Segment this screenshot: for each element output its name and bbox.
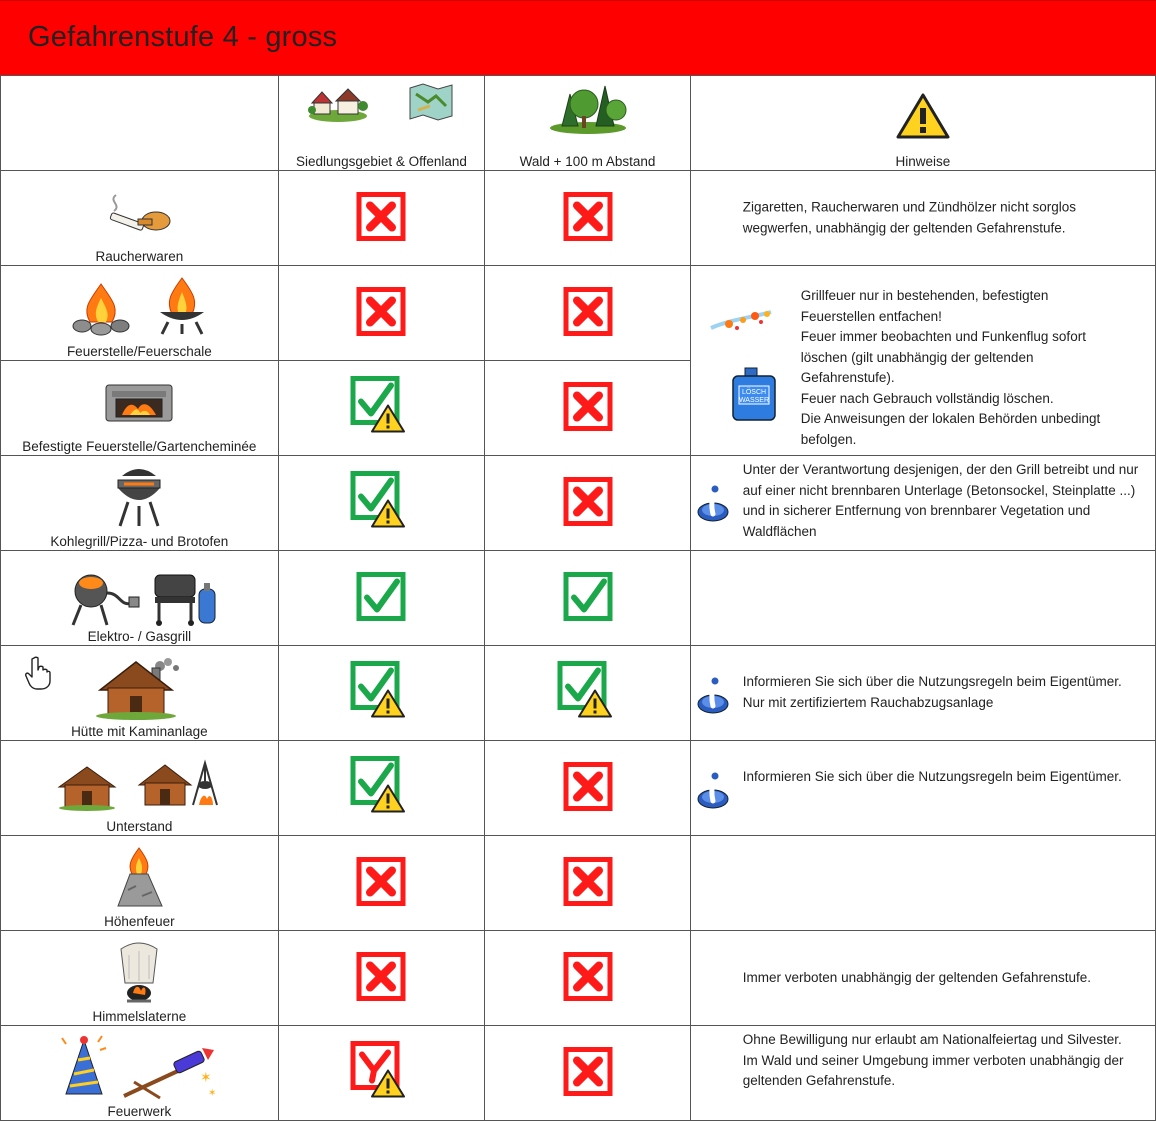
status-mark [356, 952, 406, 1005]
fireplace-icon [102, 381, 176, 425]
note-cell [690, 551, 1155, 646]
activity-label: Kohlegrill/Pizza- und Brotofen [50, 534, 229, 549]
status-mark [356, 857, 406, 910]
activity-cell [1, 361, 279, 456]
forbidden-mark-icon [563, 952, 613, 1002]
gas-grill-icon [151, 569, 217, 627]
header-notes [690, 76, 1155, 171]
kettle-grill-icon [114, 466, 164, 528]
conditional-mark-icon [350, 471, 412, 533]
merged-note-line: Feuerstellen entfachen! [800, 308, 942, 324]
forest-status-cell [485, 266, 691, 361]
forbidden-mark-icon [563, 192, 613, 242]
forbidden-mark-icon [563, 477, 613, 527]
info-icon [695, 484, 731, 524]
bonfire-icon [112, 846, 166, 910]
note-cell [690, 456, 1155, 551]
info-icon [695, 676, 731, 716]
activity-cell [1, 171, 279, 266]
rules-table [0, 75, 1156, 1121]
can-label-top: LÖSCH [741, 389, 766, 396]
forest-status-cell [485, 551, 691, 646]
merged-note-line: Grillfeuer nur in bestehenden, befestigten [800, 288, 1049, 303]
info-icon [695, 771, 731, 811]
sparks-icon [709, 306, 775, 336]
table-row [1, 931, 1156, 1026]
shelter-campfire-icon [137, 759, 221, 811]
header-forest [485, 76, 691, 171]
status-mark [356, 287, 406, 340]
settlement-status-cell [278, 551, 485, 646]
can-label-bottom: WASSER [738, 397, 769, 404]
merged-note-text [801, 286, 1141, 450]
forest-status-cell [485, 836, 691, 931]
status-mark [356, 572, 406, 625]
settlement-status-cell [278, 741, 485, 836]
activity-cell [1, 741, 279, 836]
activity-label: Hütte mit Kaminanlage [71, 724, 208, 739]
activity-label: Raucherwaren [95, 249, 184, 264]
forest-icon [548, 80, 628, 134]
forbidden-mark-icon [563, 857, 613, 907]
activity-cell [1, 1026, 279, 1121]
status-mark [563, 382, 613, 435]
campfire-icon [68, 280, 134, 336]
table-row [1, 741, 1156, 836]
svg-text:✶: ✶ [200, 1070, 213, 1086]
note-text: Informieren Sie sich über die Nutzungsregeln beim Eigentümer. [742, 769, 1122, 784]
status-mark [563, 857, 613, 910]
merged-note-line: befolgen. [800, 431, 857, 447]
status-mark [350, 471, 412, 536]
table-row [1, 646, 1156, 741]
header-settlement-label: Siedlungsgebiet & Offenland [296, 154, 467, 169]
activity-label: Unterstand [106, 819, 173, 834]
table-row [1, 836, 1156, 931]
merged-note-line: Gefahrenstufe). [800, 370, 895, 385]
settlement-status-cell [278, 1026, 485, 1121]
status-mark [557, 661, 619, 726]
settlement-status-cell [278, 361, 485, 456]
header-forest-label: Wald + 100 m Abstand [519, 154, 656, 169]
status-mark [356, 192, 406, 245]
forest-status-cell [485, 361, 691, 456]
activity-cell [1, 836, 279, 931]
note-cell [690, 741, 1155, 836]
electric-grill-icon [61, 571, 141, 627]
title-banner [0, 0, 1156, 75]
status-mark [350, 1041, 412, 1106]
forbidden-mark-icon [563, 382, 613, 432]
header-settlement [278, 76, 485, 171]
merged-note-line: Die Anweisungen der lokalen Behörden unbedingt [800, 411, 1101, 426]
note-text: Unter der Verantwortung desjenigen, der den Grill betreibt und nur auf einer nicht brennbaren Unterlage (Betonsockel, Steinplatte ...) und in sicherer Entfernung von brennbarer Vegetation und Waldflächen [742, 462, 1139, 539]
status-mark [350, 376, 412, 441]
forest-status-cell [485, 1026, 691, 1121]
merged-note-line: Feuer immer beobachten und Funkenflug sofort [800, 329, 1086, 344]
forest-status-cell [485, 741, 691, 836]
activity-label: Höhenfeuer [104, 914, 175, 929]
forest-status-cell [485, 456, 691, 551]
sky-lantern-icon [115, 941, 163, 1007]
status-mark [350, 756, 412, 821]
table-row [1, 266, 1156, 361]
activity-cell [1, 931, 279, 1026]
forbidden-mark-icon [563, 1047, 613, 1097]
settlement-status-cell [278, 266, 485, 361]
forest-status-cell [485, 931, 691, 1026]
status-mark [563, 477, 613, 530]
merged-note-cell [690, 266, 1155, 456]
activity-cell [1, 456, 279, 551]
table-row [1, 171, 1156, 266]
note-cell [690, 836, 1155, 931]
table-row [1, 456, 1156, 551]
page-title: Gefahrenstufe 4 - gross [28, 21, 338, 53]
settlement-status-cell [278, 456, 485, 551]
activity-cell [1, 266, 279, 361]
header-notes-label: Hinweise [895, 154, 951, 169]
conditional-mark-icon [557, 661, 619, 723]
map-icon [408, 82, 454, 122]
merged-note-line: Feuer nach Gebrauch vollständig löschen. [800, 390, 1054, 406]
water-canister-icon [729, 366, 779, 424]
note-text: Zigaretten, Raucherwaren und Zündhölzer nicht sorglos wegwerfen, unabhängig der geltenden Gefahrenstufe. [742, 199, 1076, 235]
party-hat-icon [58, 1034, 110, 1100]
table-row [1, 1026, 1156, 1121]
activity-label: Elektro- / Gasgrill [87, 629, 192, 644]
activity-label: Feuerwerk [107, 1104, 172, 1119]
allowed-mark-icon [563, 572, 613, 622]
status-mark [563, 572, 613, 625]
conditional-mark-icon [350, 661, 412, 723]
forbidden-mark-icon [563, 762, 613, 812]
status-mark [563, 192, 613, 245]
note-cell [690, 931, 1155, 1026]
forbidden-mark-icon [356, 287, 406, 337]
rocket-icon [120, 1046, 220, 1100]
forest-status-cell [485, 171, 691, 266]
note-text: Ohne Bewilligung nur erlaubt am Nationalfeiertag und Silvester. Im Wald und seiner Umgebung immer verboten unabhängig der geltenden Gefahrenstufe. [742, 1032, 1124, 1088]
settlement-status-cell [278, 646, 485, 741]
activity-label: Befestigte Feuerstelle/Gartencheminée [22, 439, 257, 454]
partial-mark-icon [350, 1041, 412, 1103]
forbidden-mark-icon [356, 857, 406, 907]
svg-text:✶: ✶ [208, 1088, 217, 1099]
conditional-mark-icon [350, 376, 412, 438]
fire-bowl-icon [154, 276, 210, 336]
note-cell [690, 171, 1155, 266]
activity-label: Feuerstelle/Feuerschale [66, 344, 212, 359]
table-row [1, 551, 1156, 646]
header-row [1, 76, 1156, 171]
forest-status-cell [485, 646, 691, 741]
shelter-icon [57, 765, 117, 811]
status-mark [563, 287, 613, 340]
settlement-status-cell [278, 836, 485, 931]
note-text: Immer verboten unabhängig der geltenden Gefahrenstufe. [742, 969, 1092, 985]
hut-chimney-icon [96, 656, 182, 720]
merged-note-line: löschen (gilt unabhängig der geltenden [800, 349, 1034, 365]
forbidden-mark-icon [356, 192, 406, 242]
hand-cursor-icon [25, 656, 53, 690]
village-icon [308, 86, 368, 122]
allowed-mark-icon [356, 572, 406, 622]
status-mark [563, 762, 613, 815]
status-mark [350, 661, 412, 726]
note-cell [690, 646, 1155, 741]
forbidden-mark-icon [563, 287, 613, 337]
status-mark [563, 952, 613, 1005]
note-cell [690, 1026, 1155, 1121]
settlement-status-cell [278, 171, 485, 266]
status-mark [563, 1047, 613, 1100]
activity-label: Himmelslaterne [92, 1009, 187, 1024]
conditional-mark-icon [350, 756, 412, 818]
activity-cell [1, 551, 279, 646]
cigarette-icon [104, 191, 174, 237]
warning-icon [895, 92, 951, 140]
forbidden-mark-icon [356, 952, 406, 1002]
header-empty-cell [1, 76, 279, 171]
settlement-status-cell [278, 931, 485, 1026]
note-text: Informieren Sie sich über die Nutzungsregeln beim Eigentümer. Nur mit zertifiziertem Rauchabzugsanlage [742, 674, 1122, 710]
